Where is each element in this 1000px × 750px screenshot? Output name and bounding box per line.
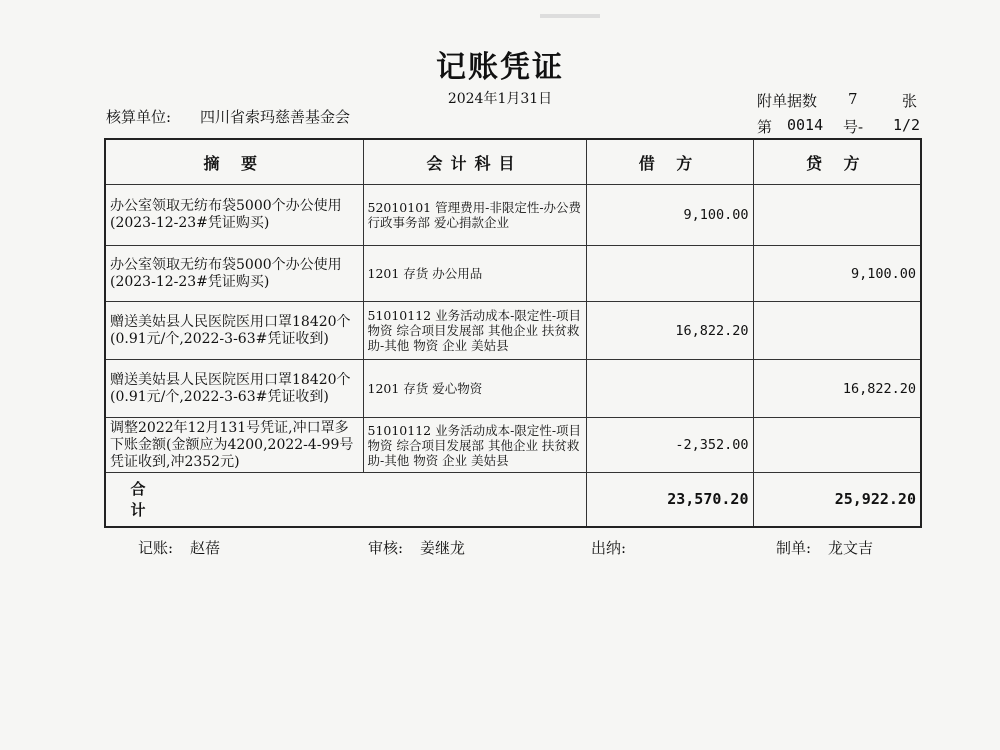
row-summary: 办公室领取无纺布袋5000个办公使用(2023-12-23#凭证购买) [105,246,363,302]
row-summary: 赠送美姑县人民医院医用口罩18420个(0.91元/个,2022-3-63#凭证收到) [105,360,363,418]
voucher-date: 2024年1月31日 [447,91,553,107]
attachments-unit: 张 [902,92,918,110]
total-row [105,473,921,527]
bookkeeper-name: 赵蓓 [190,539,221,557]
org-name: 四川省索玛慈善基金会 [200,108,351,126]
row-credit [753,302,921,360]
org-label: 核算单位: [106,108,172,126]
preparer-label: 制单: [776,539,812,557]
table-row [105,185,921,246]
preparer-name: 龙文吉 [828,539,874,557]
reviewer-name: 姜继龙 [420,539,466,557]
attachments-count: 7 [848,90,858,108]
header-credit: 贷 方 [753,139,921,185]
table-row [105,360,921,418]
row-summary: 办公室领取无纺布袋5000个办公使用(2023-12-23#凭证购买) [105,185,363,246]
table-row [105,302,921,360]
row-debit: -2,352.00 [586,418,753,473]
row-debit: 9,100.00 [586,185,753,246]
row-debit [586,246,753,302]
cashier-label: 出纳: [591,539,627,557]
header-account: 会计科目 [363,139,586,185]
row-credit: 9,100.00 [753,246,921,302]
voucher-no: 0014 [787,116,824,134]
voucher-table [104,138,922,528]
header-summary: 摘 要 [105,139,363,185]
row-account: 51010112 业务活动成本-限定性-项目物资 综合项目发展部 其他企业 扶贫救助-其他 物资 企业 美姑县 [363,418,586,473]
row-account: 1201 存货 爱心物资 [363,360,586,418]
scan-artifact [540,14,600,18]
total-label-text: 合 计 [130,480,160,520]
row-credit [753,185,921,246]
row-credit: 16,822.20 [753,360,921,418]
page-number: 1/2 [893,116,921,134]
row-account: 52010101 管理费用-非限定性-办公费 行政事务部 爱心捐款企业 [363,185,586,246]
document-title: 记账凭证 [436,50,564,85]
table-row [105,418,921,473]
voucher-no-suffix: 号- [843,118,864,136]
row-summary: 调整2022年12月131号凭证,冲口罩多下账金额(金额应为4200,2022-4-99号凭证收到,冲2352元) [105,418,363,473]
attachments-label: 附单据数 [757,92,818,110]
total-credit: 25,922.20 [753,473,921,527]
table-row [105,246,921,302]
total-label [105,473,586,527]
row-account: 1201 存货 办公用品 [363,246,586,302]
row-credit [753,418,921,473]
header-debit: 借 方 [586,139,753,185]
row-debit: 16,822.20 [586,302,753,360]
row-summary: 赠送美姑县人民医院医用口罩18420个(0.91元/个,2022-3-63#凭证收到) [105,302,363,360]
reviewer-label: 审核: [368,539,404,557]
total-debit: 23,570.20 [586,473,753,527]
table-header-row [105,139,921,185]
row-debit [586,360,753,418]
row-account: 51010112 业务活动成本-限定性-项目物资 综合项目发展部 其他企业 扶贫救助-其他 物资 企业 美姑县 [363,302,586,360]
voucher-no-label: 第 [757,118,773,136]
bookkeeper-label: 记账: [138,539,174,557]
